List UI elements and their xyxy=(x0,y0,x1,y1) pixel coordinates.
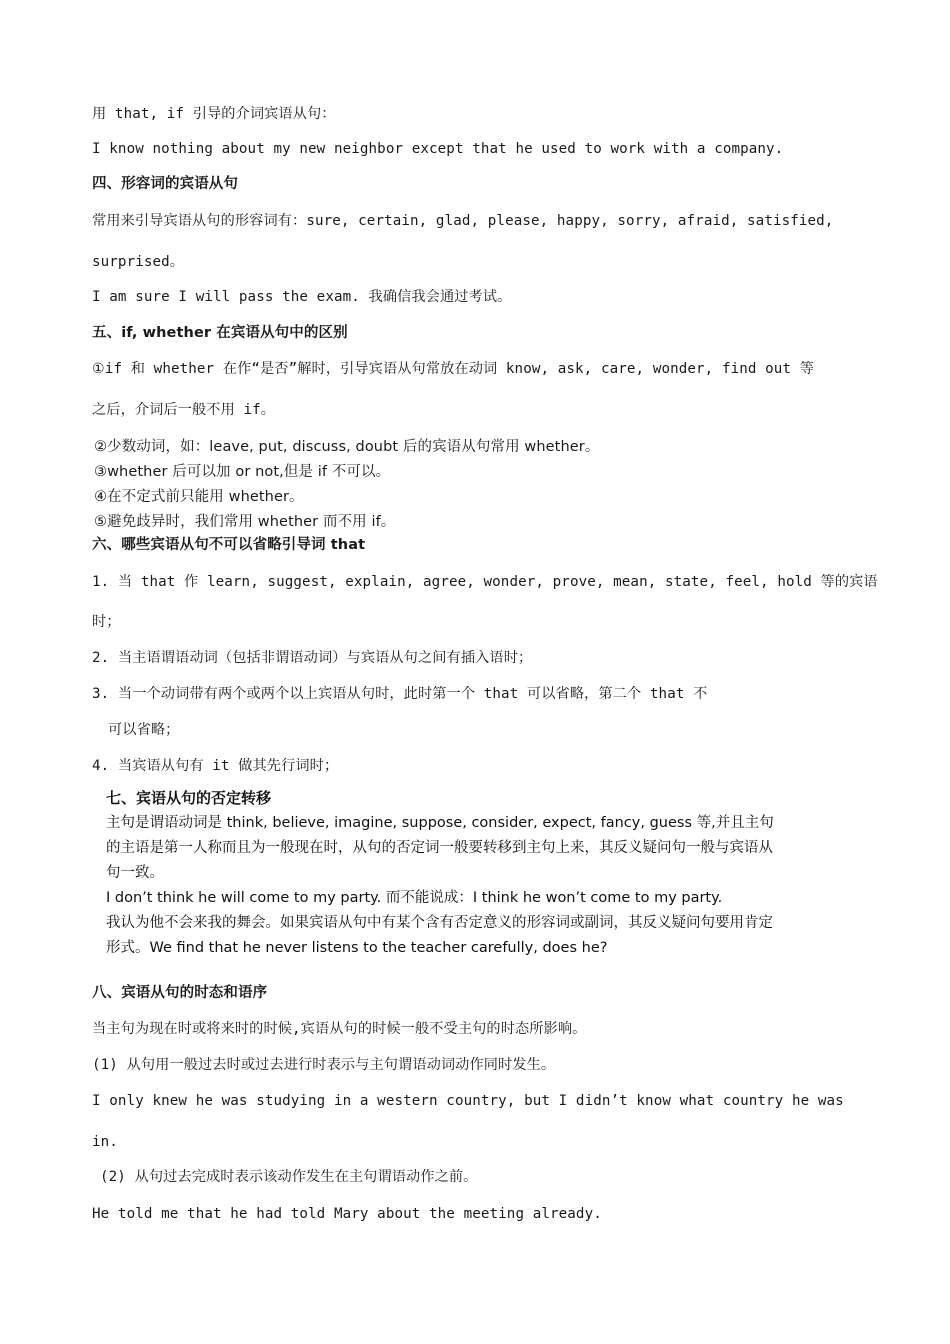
section-heading-8: 八、宾语从句的时态和语序 xyxy=(92,985,268,1001)
text-line: 我认为他不会来我的舞会。如果宾语从句中有某个含有否定意义的形容词或副词，其反义疑问句要用肯定 xyxy=(106,915,773,931)
list-item: ②少数动词，如：leave, put, discuss, doubt 后的宾语从句常用 whether。 xyxy=(94,439,600,455)
example-sentence: I am sure I will pass the exam. 我确信我会通过考试。 xyxy=(92,289,512,305)
text-line: 可以省略； xyxy=(108,722,180,738)
list-item: ④在不定式前只能用 whether。 xyxy=(94,489,304,505)
list-item: ⑤避免歧异时，我们常用 whether 而不用 if。 xyxy=(94,514,396,530)
text-line: (2) 从句过去完成时表示该动作发生在主句谓语动作之前。 xyxy=(100,1169,478,1185)
text-line: 1. 当 that 作 learn, suggest, explain, agree, wonder, prove, mean, state, feel, hold 等的宾语 xyxy=(92,574,878,590)
text-line: 4. 当宾语从句有 it 做其先行词时； xyxy=(92,758,339,774)
text-line: 2. 当主语谓语动词（包括非谓语动词）与宾语从句之间有插入语时； xyxy=(92,650,533,666)
text-line: 时； xyxy=(92,614,121,630)
text-line: ①if 和 whether 在作“是否”解时，引导宾语从句常放在动词 know, ask, care, wonder, find out 等 xyxy=(92,361,815,377)
example-sentence: I only knew he was studying in a western country, but I didn’t know what country he was xyxy=(92,1093,844,1109)
section-heading-7: 七、宾语从句的否定转移 xyxy=(106,789,272,807)
example-sentence: He told me that he had told Mary about the meeting already. xyxy=(92,1206,602,1222)
text-line: 常用来引导宾语从句的形容词有：sure, certain, glad, please, happy, sorry, afraid, satisfied, xyxy=(92,213,834,229)
section-heading-5: 五、if, whether 在宾语从句中的区别 xyxy=(92,325,348,341)
list-item: ③whether 后可以加 or not,但是 if 不可以。 xyxy=(94,464,391,480)
text-line: 当主句为现在时或将来时的时候,宾语从句的时候一般不受主句的时态所影响。 xyxy=(92,1021,587,1037)
example-sentence: I know nothing about my new neighbor except that he used to work with a company. xyxy=(92,141,784,157)
text-line: 句一致。 xyxy=(106,865,164,881)
example-sentence: I don’t think he will come to my party. 而不能说成：I think he won’t come to my party. xyxy=(106,890,723,906)
text-line: surprised。 xyxy=(92,254,185,270)
text-line: 3. 当一个动词带有两个或两个以上宾语从句时，此时第一个 that 可以省略，第二个 that 不 xyxy=(92,686,708,702)
text-line: (1) 从句用一般过去时或过去进行时表示与主句谓语动词动作同时发生。 xyxy=(92,1057,556,1073)
text-line: 之后，介词后一般不用 if。 xyxy=(92,402,276,418)
text-line: 形式。We find that he never listens to the teacher carefully, does he? xyxy=(106,940,608,956)
section-heading-6: 六、哪些宾语从句不可以省略引导词 that xyxy=(92,537,366,553)
text-line: 的主语是第一人称而且为一般现在时，从句的否定词一般要转移到主句上来，其反义疑问句一般与宾语从 xyxy=(106,840,773,856)
section-7-block xyxy=(106,786,886,961)
example-sentence: in. xyxy=(92,1134,118,1150)
text-line: 主句是谓语动词是 think, believe, imagine, suppose, consider, expect, fancy, guess 等,并且主句 xyxy=(106,815,774,831)
text-line: 用 that, if 引导的介词宾语从句： xyxy=(92,106,336,122)
section-heading-4: 四、形容词的宾语从句 xyxy=(92,176,238,192)
